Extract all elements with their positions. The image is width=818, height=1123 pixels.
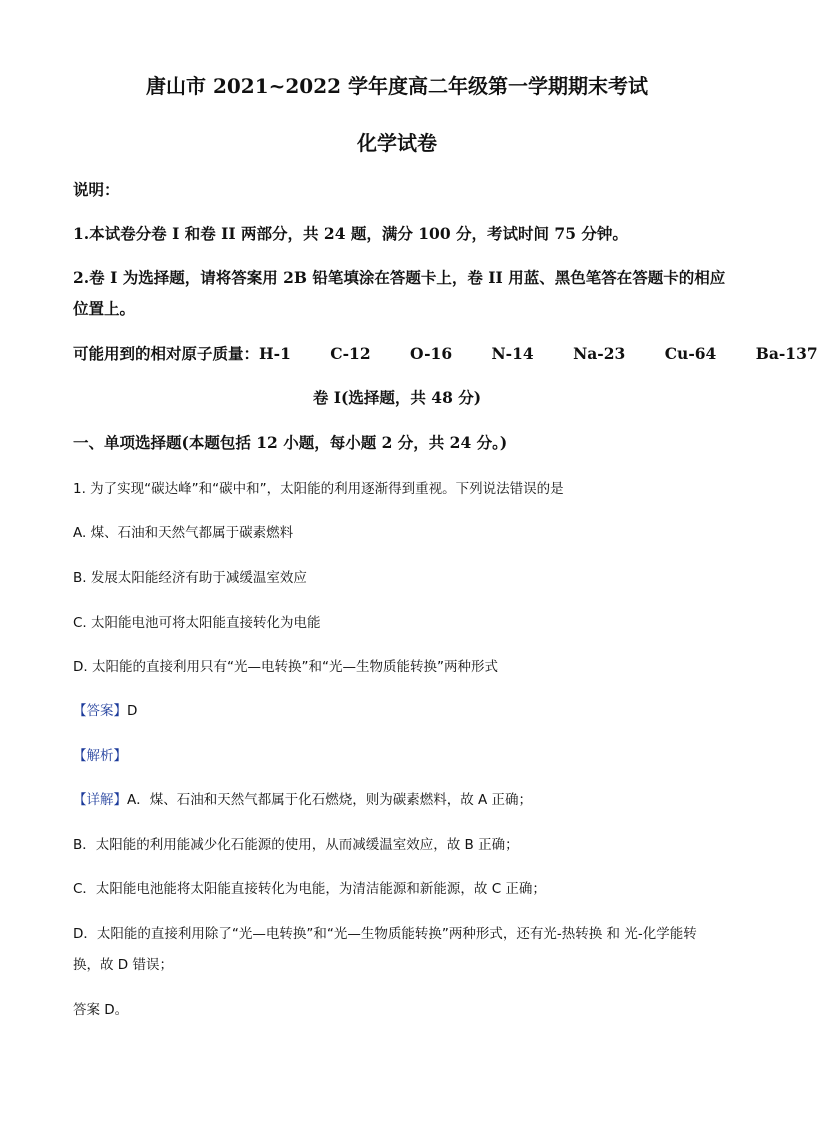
answer-line <box>73 699 137 719</box>
instruction-item-1: 1.本试卷分卷 I 和卷 II 两部分，共 24 题，满分 100 分，考试时间 75 分钟。 <box>73 224 628 243</box>
atomic-masses-line <box>73 342 818 364</box>
detail-a-line <box>73 788 532 808</box>
section-title: 卷 I(选择题，共 48 分) <box>312 388 482 407</box>
detail-label: 【详解】 <box>73 792 127 808</box>
analysis-label: 【解析】 <box>73 748 127 764</box>
detail-d-line-2: 换，故 D 错误； <box>73 957 173 973</box>
option-b: B. 发展太阳能经济有助于减缓温室效应 <box>73 570 307 586</box>
question-stem: 1. 为了实现“碳达峰”和“碳中和”，太阳能的利用逐渐得到重视。下列说法错误的是 <box>73 481 564 497</box>
conclusion: 答案 D。 <box>73 1002 129 1018</box>
detail-b: B．太阳能的利用能减少化石能源的使用，从而减缓温室效应，故 B 正确； <box>73 837 519 853</box>
page-subtitle: 化学试卷 <box>357 131 437 155</box>
instruction-item-2-line-2: 位置上。 <box>73 299 136 318</box>
part-heading: 一、单项选择题(本题包括 12 小题，每小题 2 分，共 24 分。) <box>73 433 508 452</box>
answer-label: 【答案】 <box>73 703 127 719</box>
atomic-mass-item: Cu-64 <box>664 344 717 363</box>
detail-c: C．太阳能电池能将太阳能直接转化为电能，为清洁能源和新能源，故 C 正确； <box>73 881 546 897</box>
analysis-line <box>73 744 127 764</box>
option-d: D. 太阳能的直接利用只有“光—电转换”和“光—生物质能转换”两种形式 <box>73 659 498 675</box>
instructions-heading: 说明： <box>73 180 120 199</box>
atomic-mass-item: C-12 <box>330 344 371 363</box>
answer-value: D <box>127 703 138 719</box>
option-c: C. 太阳能电池可将太阳能直接转化为电能 <box>73 615 321 631</box>
atomic-mass-item: Na-23 <box>573 344 626 363</box>
option-a: A. 煤、石油和天然气都属于碳素燃料 <box>73 525 294 541</box>
atomic-masses-label: 可能用到的相对原子质量：H-1 <box>73 344 291 363</box>
detail-a: A．煤、石油和天然气都属于化石燃烧，则为碳素燃料，故 A 正确； <box>127 792 533 808</box>
instruction-item-2-line-1: 2.卷 I 为选择题，请将答案用 2B 铅笔填涂在答题卡上，卷 II 用蓝、黑色笔答在答题卡的相应 <box>73 268 726 287</box>
page-title: 唐山市 2021~2022 学年度高二年级第一学期期末考试 <box>145 74 648 98</box>
atomic-mass-item: O-16 <box>410 344 453 363</box>
atomic-mass-item: N-14 <box>491 344 534 363</box>
atomic-mass-item: Ba-137 <box>755 344 818 363</box>
detail-d-line-1: D．太阳能的直接利用除了“光—电转换”和“光—生物质能转换”两种形式，还有光-热转换 和 光-化学能转 <box>73 926 697 942</box>
